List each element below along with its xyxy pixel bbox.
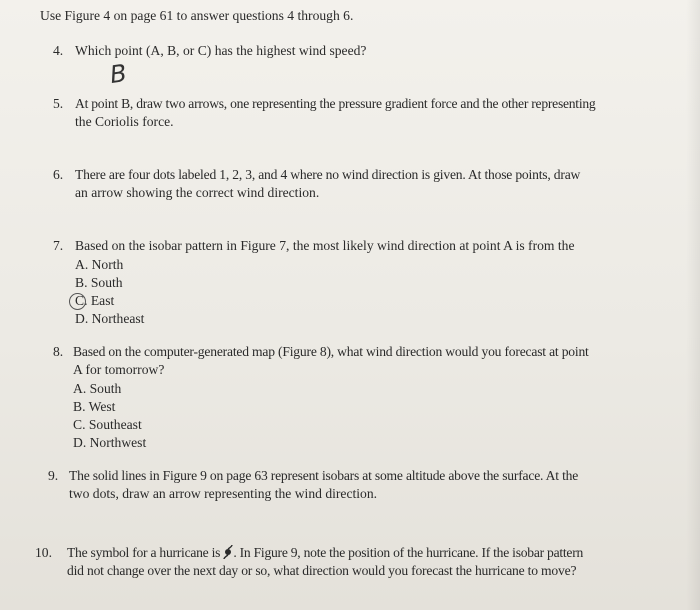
q10-text-line1 bbox=[67, 544, 583, 562]
q7-option-b: B. South bbox=[75, 275, 123, 290]
q10-text-line1-end: . In Figure 9, note the position of the hurricane. If the isobar pattern bbox=[233, 545, 584, 560]
q6-text-line2: an arrow showing the correct wind direction. bbox=[75, 185, 320, 200]
q7-option-d: D. Northeast bbox=[75, 311, 145, 326]
q7-number: 7. bbox=[53, 238, 64, 253]
q6-number: 6. bbox=[53, 167, 64, 182]
q10-number: 10. bbox=[35, 545, 52, 560]
q5-number: 5. bbox=[53, 96, 64, 111]
q7-option-c: C. East bbox=[75, 293, 115, 308]
q6-text-line1: There are four dots labeled 1, 2, 3, and 4 where no wind direction is given. At those points, draw bbox=[75, 167, 581, 182]
q8-text-line2: A for tomorrow? bbox=[73, 362, 165, 377]
q8-option-d: D. Northwest bbox=[73, 435, 147, 450]
q4-handwritten-answer: B bbox=[108, 58, 129, 90]
q8-option-b: B. West bbox=[73, 399, 116, 414]
q8-number: 8. bbox=[53, 344, 64, 359]
q8-option-c: C. Southeast bbox=[73, 417, 142, 432]
q9-text-line1: The solid lines in Figure 9 on page 63 represent isobars at some altitude above the surface. At the bbox=[69, 468, 579, 483]
q4-number: 4. bbox=[53, 43, 64, 58]
q7-option-a: A. North bbox=[75, 257, 124, 272]
q8-option-a: A. South bbox=[73, 381, 122, 396]
q9-number: 9. bbox=[48, 468, 59, 483]
q10-text-line2: did not change over the next day or so, what direction would you forecast the hurricane to move? bbox=[67, 563, 577, 578]
q7-answer-circle bbox=[69, 293, 86, 310]
q10-text-line1-start: The symbol for a hurricane is bbox=[67, 545, 221, 560]
q5-text-line1: At point B, draw two arrows, one representing the pressure gradient force and the other representing bbox=[75, 96, 596, 111]
q5-text-line2: the Coriolis force. bbox=[75, 114, 174, 129]
q9-text-line2: two dots, draw an arrow representing the wind direction. bbox=[69, 486, 378, 501]
hurricane-symbol-icon bbox=[223, 545, 233, 559]
q8-text-line1: Based on the computer-generated map (Figure 8), what wind direction would you forecast at point bbox=[73, 344, 589, 359]
q4-text: Which point (A, B, or C) has the highest wind speed? bbox=[75, 43, 367, 58]
instruction-text: Use Figure 4 on page 61 to answer questions 4 through 6. bbox=[40, 8, 354, 23]
q7-text: Based on the isobar pattern in Figure 7, the most likely wind direction at point A is from the bbox=[75, 238, 575, 253]
